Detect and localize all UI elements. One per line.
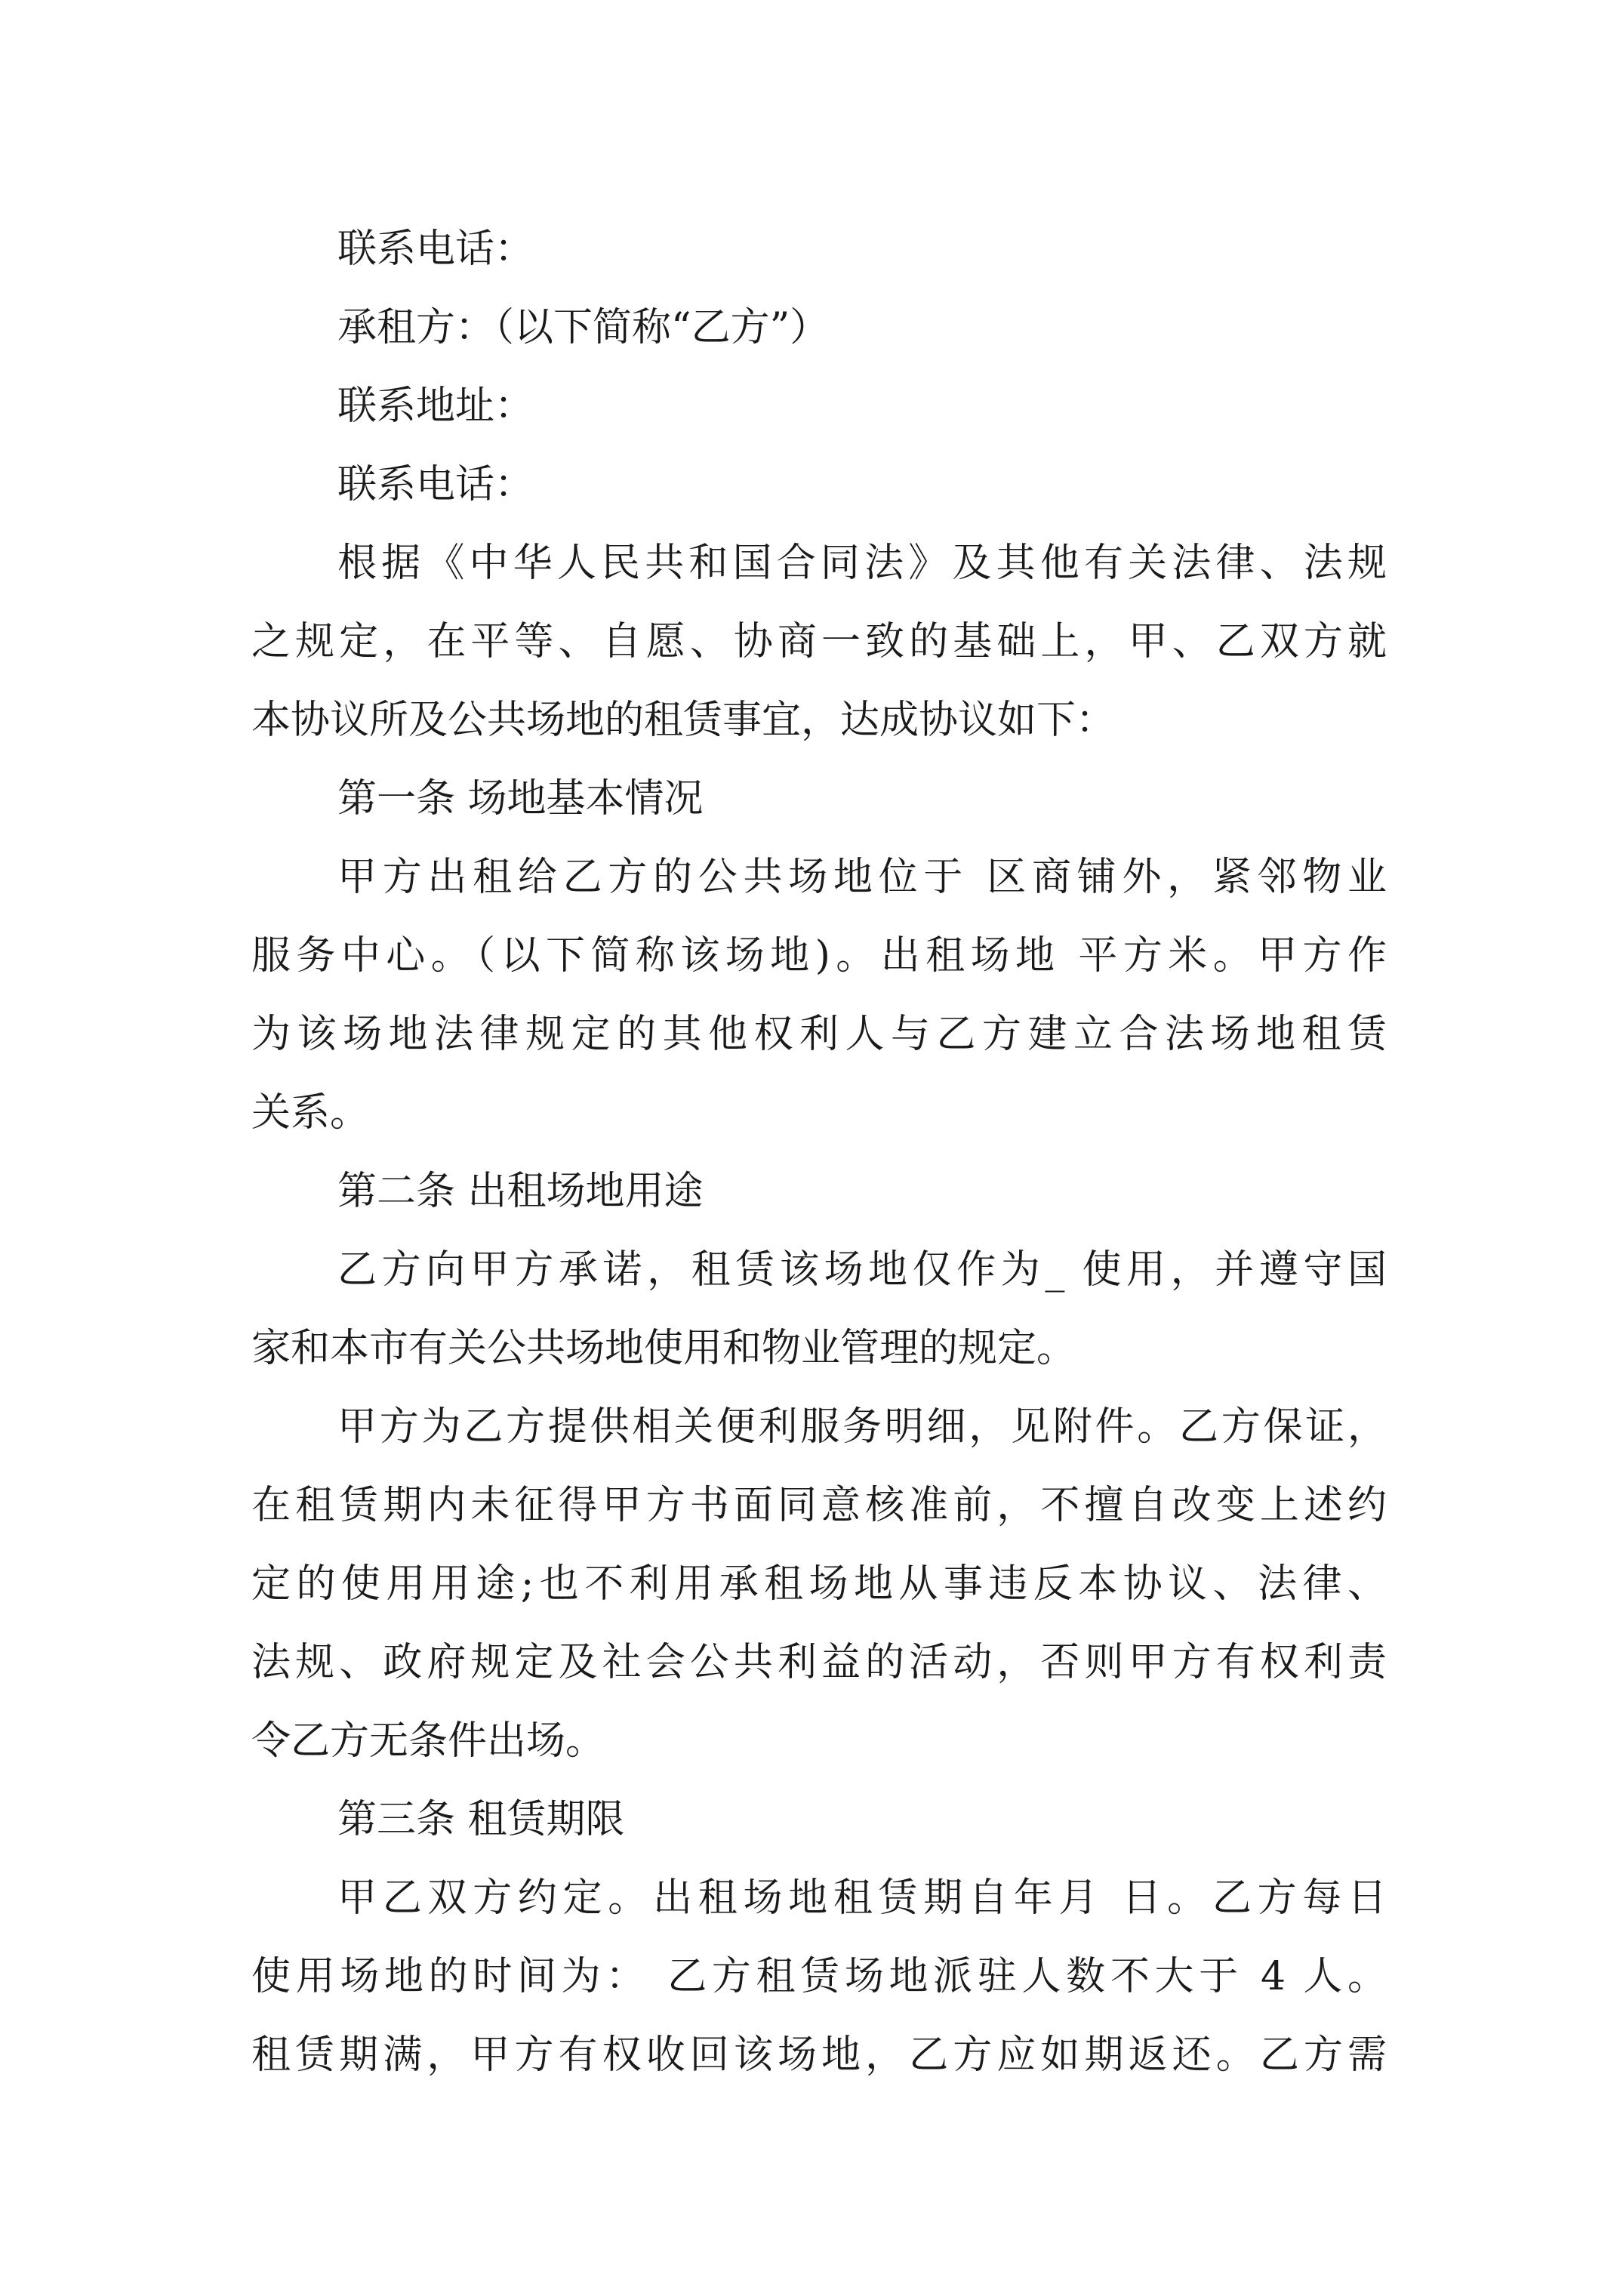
article-2-heading: 第二条 出租场地用途 [337,1169,704,1214]
contact-phone-party-b: 联系电话： [337,462,534,507]
article-2-line-5: 定的使用用途;也不利用承租场地从事违反本协议、法律、 [251,1561,1387,1607]
article-1-line-1: 甲方出租给乙方的公共场地位于 区商铺外，紧邻物业 [337,855,1387,900]
article-1-line-3: 为该场地法律规定的其他权利人与乙方建立合法场地租赁 [251,1012,1387,1057]
article-3-heading: 第三条 租赁期限 [337,1797,625,1842]
article-2-line-2: 家和本市有关公共场地使用和物业管理的规定。 [251,1326,1076,1371]
preamble-line-3: 本协议所及公共场地的租赁事宜，达成协议如下： [251,698,1116,743]
article-2-line-3: 甲方为乙方提供相关便利服务明细，见附件。乙方保证， [337,1404,1387,1450]
contact-phone-party-a: 联系电话： [337,227,534,272]
article-1-heading: 第一条 场地基本情况 [337,776,704,821]
article-2-line-7: 令乙方无条件出场。 [251,1718,605,1764]
article-2-line-4: 在租赁期内未征得甲方书面同意核准前，不擅自改变上述约 [251,1483,1387,1528]
document-page [251,210,1387,2094]
contact-address-party-b: 联系地址： [337,384,534,429]
article-2-line-6: 法规、政府规定及社会公共利益的活动，否则甲方有权利责 [251,1640,1387,1685]
preamble-line-2: 之规定，在平等、自愿、协商一致的基础上，甲、乙双方就 [251,619,1387,664]
article-3-line-1: 甲乙双方约定。出租场地租赁期自年月 日。乙方每日 [337,1875,1387,1921]
lessee-line: 承租方：（以下简称“乙方”） [337,305,830,350]
preamble-line-1: 根据《中华人民共和国合同法》及其他有关法律、法规 [337,541,1387,586]
article-2-line-1: 乙方向甲方承诺，租赁该场地仅作为_ 使用，并遵守国 [337,1247,1387,1293]
article-3-line-2: 使用场地的时间为： 乙方租赁场地派驻人数不大于 4 人。 [251,1954,1387,1999]
article-3-line-3: 租赁期满，甲方有权收回该场地，乙方应如期返还。乙方需 [251,2032,1387,2078]
article-1-line-2: 服务中心。（以下简称该场地)。出租场地 平方米。甲方作 [251,933,1387,978]
article-1-line-4: 关系。 [251,1090,370,1136]
